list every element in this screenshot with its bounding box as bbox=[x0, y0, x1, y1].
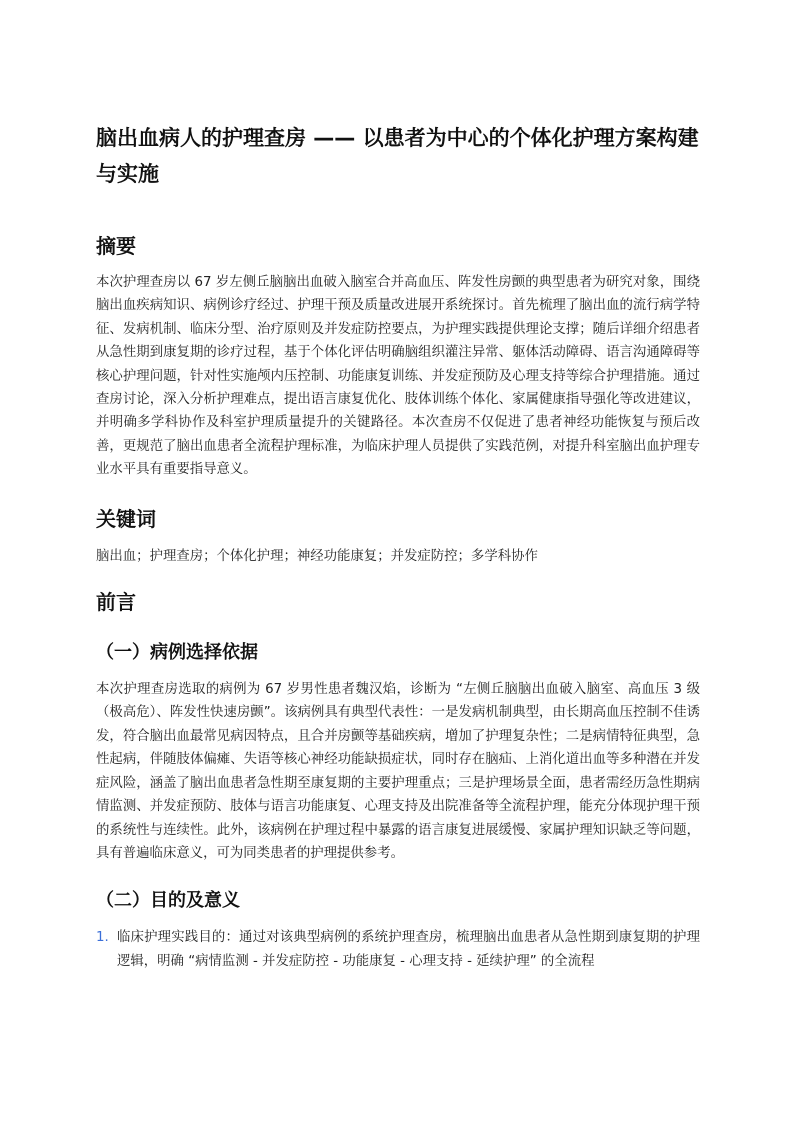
case-selection-text: 本次护理查房选取的病例为 67 岁男性患者魏汉焰，诊断为 “左侧丘脑脑出血破入脑室、高血压 3 级（极高危）、阵发性快速房颤”。该病例具有典型代表性：一是发病机制典型，由长期高血压控制不佳诱发，符合脑出血最常见病因特点，且合并房颤等基础疾病，增加了护理复杂性；二是病情特征典型，急性起病，伴随肢体偏瘫、失语等核心神经功能缺损症状，同时存在脑疝、上消化道出血等多种潜在并发症风险，涵盖了脑出血患者急性期至康复期的主要护理重点；三是护理场景全面，患者需经历急性期病情监测、并发症预防、肢体与语言功能康复、心理支持及出院准备等全流程护理，能充分体现护理干预的系统性与连续性。此外，该病例在护理过程中暴露的语言康复进展缓慢、家属护理知识缺乏等问题，具有普遍临床意义，可为同类患者的护理提供参考。 bbox=[96, 682, 700, 861]
abstract-heading: 摘要 bbox=[96, 234, 136, 258]
document-page bbox=[96, 120, 700, 973]
list-item-text: 临床护理实践目的：通过对该典型病例的系统护理查房，梳理脑出血患者从急性期到康复期的护理逻辑，明确 “病情监测 - 并发症防控 - 功能康复 - 心理支持 - 延续护理” 的全流程 bbox=[117, 930, 700, 969]
purpose-list bbox=[96, 926, 700, 973]
document-title: 脑出血病人的护理查房 —— 以患者为中心的个体化护理方案构建与实施 bbox=[96, 126, 699, 186]
abstract-text: 本次护理查房以 67 岁左侧丘脑脑出血破入脑室合并高血压、阵发性房颤的典型患者为研究对象，围绕脑出血疾病知识、病例诊疗经过、护理干预及质量改进展开系统探讨。首先梳理了脑出血的流行病学特征、发病机制、临床分型、治疗原则及并发症防控要点，为护理实践提供理论支撑；随后详细介绍患者从急性期到康复期的诊疗过程，基于个体化评估明确脑组织灌注异常、躯体活动障碍、语言沟通障碍等核心护理问题，针对性实施颅内压控制、功能康复训练、并发症预防及心理支持等综合护理措施。通过查房讨论，深入分析护理难点，提出语言康复优化、肢体训练个体化、家属健康指导强化等改进建议，并明确多学科协作及科室护理质量提升的关键路径。本次查房不仅促进了患者神经功能恢复与预后改善，更规范了脑出血患者全流程护理标准，为临床护理人员提供了实践范例，对提升科室脑出血护理专业水平具有重要指导意义。 bbox=[96, 275, 700, 478]
list-item-number: 1. bbox=[96, 930, 109, 946]
section-case-selection-heading: （一）病例选择依据 bbox=[96, 642, 258, 664]
section-purpose-heading: （二）目的及意义 bbox=[96, 890, 240, 912]
keywords-heading: 关键词 bbox=[96, 506, 156, 531]
list-item bbox=[96, 926, 700, 973]
keywords-text: 脑出血；护理查房；个体化护理；神经功能康复；并发症防控；多学科协作 bbox=[96, 548, 538, 564]
preface-heading: 前言 bbox=[96, 590, 136, 615]
